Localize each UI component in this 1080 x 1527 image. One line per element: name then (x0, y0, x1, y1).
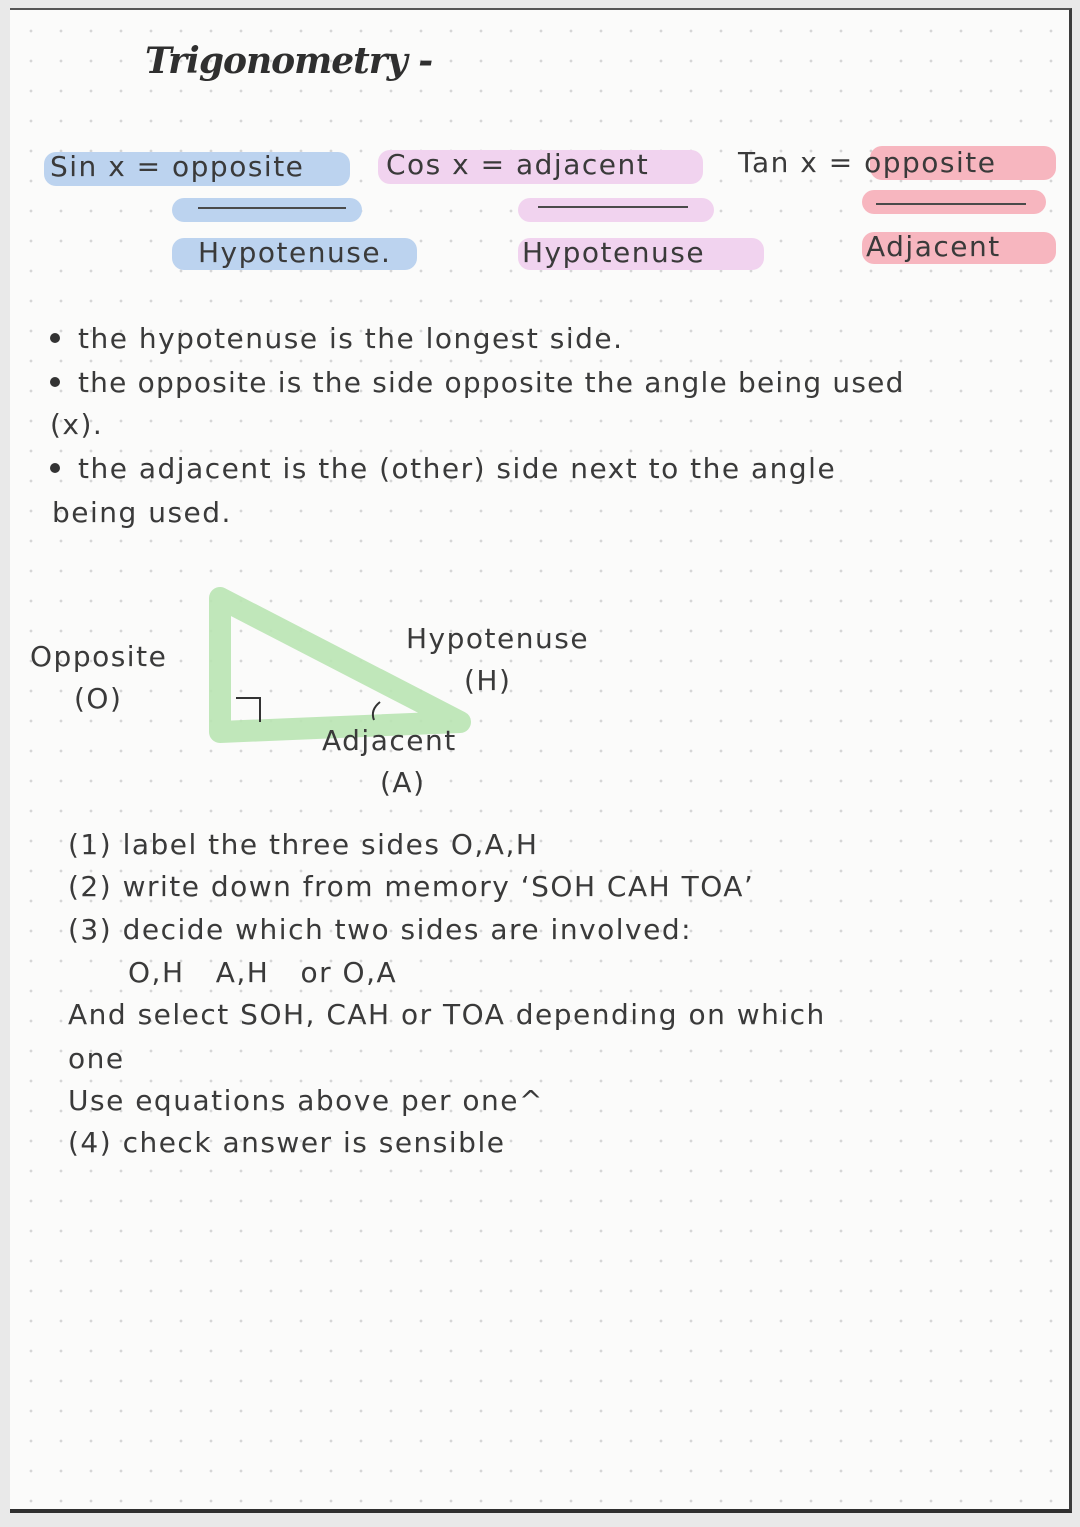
bullet-opposite-cont: (x). (50, 408, 104, 441)
label-adjacent-abbr: (A) (380, 766, 426, 799)
tan-numerator: Tan x = opposite (738, 146, 997, 179)
bullet-dot (50, 333, 60, 343)
select-line: And select SOH, CAH or TOA depending on which (68, 998, 826, 1031)
tan-fraction-bar (876, 203, 1026, 205)
cos-rule-highlight (518, 198, 714, 222)
sin-denominator: Hypotenuse. (198, 236, 392, 269)
step-3: (3) decide which two sides are involved: (68, 913, 693, 946)
tan-rule-highlight (862, 190, 1046, 214)
label-hypotenuse-abbr: (H) (464, 664, 512, 697)
tan-denominator: Adjacent (866, 230, 1001, 263)
label-opposite-abbr: (O) (74, 682, 123, 715)
bullet-hypotenuse (50, 322, 624, 355)
step-4: (4) check answer is sensible (68, 1126, 506, 1159)
label-opposite: Opposite (30, 640, 168, 673)
bullet-text: the adjacent is the (other) side next to the angle (78, 452, 837, 485)
bullet-adjacent (50, 452, 836, 485)
right-angle-mark (236, 698, 260, 722)
bullet-dot (50, 463, 60, 473)
notebook-page (10, 8, 1072, 1513)
sin-fraction-bar (198, 207, 346, 209)
select-line-cont: one (68, 1042, 125, 1075)
triangle (220, 598, 460, 732)
sin-rule-highlight (172, 198, 362, 222)
step-3-options: O,H A,H or O,A (128, 956, 398, 989)
use-equations-line: Use equations above per one^ (68, 1084, 544, 1117)
page-title: Trigonometry - (145, 40, 433, 82)
bullet-dot (50, 377, 60, 387)
label-adjacent: Adjacent (322, 724, 457, 757)
label-hypotenuse: Hypotenuse (406, 622, 590, 655)
step-2: (2) write down from memory ‘SOH CAH TOA’ (68, 870, 755, 903)
cos-denominator: Hypotenuse (522, 236, 706, 269)
step-1: (1) label the three sides O,A,H (68, 828, 539, 861)
bullet-text: the hypotenuse is the longest side. (78, 322, 624, 355)
bullet-opposite (50, 366, 905, 399)
bullet-text: the opposite is the side opposite the angle being used (78, 366, 905, 399)
bullet-adjacent-cont: being used. (52, 496, 232, 529)
cos-numerator: Cos x = adjacent (386, 148, 650, 181)
sin-numerator: Sin x = opposite (50, 150, 305, 183)
cos-fraction-bar (538, 206, 688, 208)
